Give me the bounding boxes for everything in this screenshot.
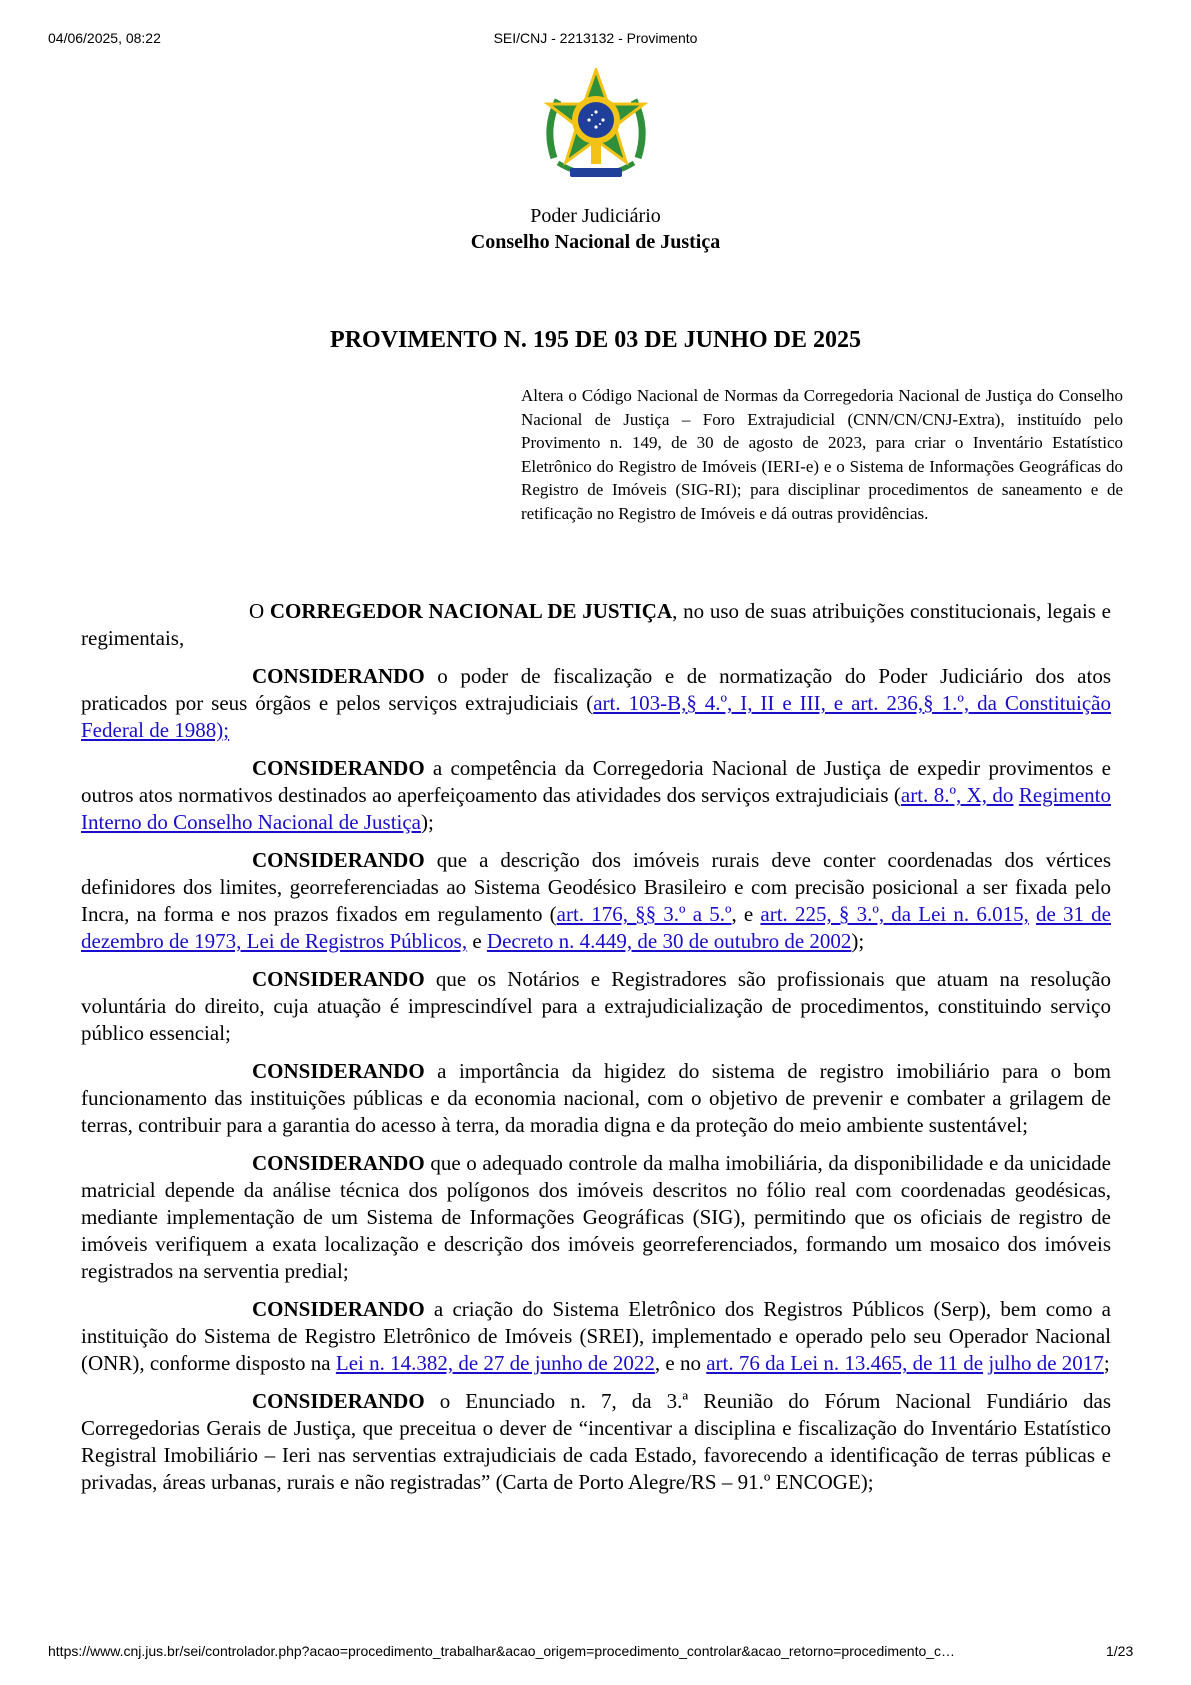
link-julho-2017[interactable]: julho de 2017 bbox=[988, 1351, 1104, 1375]
link-art-176[interactable]: art. 176, §§ 3.º a 5.º bbox=[556, 902, 732, 926]
print-document-reference: SEI/CNJ - 2213132 - Provimento bbox=[493, 30, 698, 46]
corregedor-heading: CORREGEDOR NACIONAL DE JUSTIÇA bbox=[269, 599, 673, 623]
link-lei-registros-publicos[interactable]: de 31 de dezembro de 1973, Lei de Registros Públicos, bbox=[81, 902, 1111, 953]
considerando-paragraph-6: CONSIDERANDO que o adequado controle da malha imobiliária, da disponibilidade e da unicidade matricial depende da análise técnica dos polígonos dos imóveis descritos no fólio real com coordenadas geodésicas, mediante implementação de um Sistema de Informações Geográficas (SIG), permitindo que os oficiais de registro de imóveis verifiquem a exata localização e descrição dos imóveis georreferenciados, formando um mosaico dos imóveis registrados na serventia predial; bbox=[81, 1151, 1111, 1283]
document-body bbox=[81, 598, 1111, 1507]
considerando-paragraph-1: CONSIDERANDO o poder de fiscalização e de normatização do Poder Judiciário dos atos praticados por seus órgãos e pelos serviços extrajudiciais (art. 103-B,§ 4.º, I, II e III, e art. 236,§ 1.º, da Constituição Federal de 1988); bbox=[81, 664, 1112, 742]
considerando-paragraph-3: CONSIDERANDO que a descrição dos imóveis rurais deve conter coordenadas dos vértices definidores dos limites, georreferenciadas ao Sistema Geodésico Brasileiro e com precisão posicional a ser fixada pelo Incra, na forma e nos prazos fixados em regulamento (art. 176, §§ 3.º a 5.º, e art. 225, § 3.º, da Lei n. 6.015, de 31 de dezembro de 1973, Lei de Registros Públicos, e Decreto n. 4.449, de 30 de outubro de 2002); bbox=[81, 848, 1111, 953]
emblem-sword-hilt bbox=[591, 142, 601, 164]
link-art-76-lei-13465[interactable]: art. 76 da Lei n. 13.465, de 11 de bbox=[706, 1351, 984, 1375]
page-number: 1/23 bbox=[1106, 1643, 1134, 1659]
brazil-coat-of-arms-icon bbox=[536, 68, 656, 192]
link-constituicao-art-103b[interactable]: art. 103-B,§ 4.º, I, II e III, e art. 236,§ 1.º, da Constituição Federal de 1988); bbox=[81, 691, 1112, 742]
emblem-ribbon bbox=[570, 168, 622, 177]
emblem-sky bbox=[578, 102, 614, 138]
document-title: PROVIMENTO N. 195 DE 03 DE JUNHO DE 2025 bbox=[330, 327, 861, 353]
preamble-paragraph: O CORREGEDOR NACIONAL DE JUSTIÇA, no uso de suas atribuições constitucionais, legais e regimentais, bbox=[81, 599, 1111, 650]
link-regimento-interno[interactable]: Regimento Interno do Conselho Nacional de Justiça bbox=[81, 783, 1111, 834]
link-lei-14382[interactable]: Lei n. 14.382, de 27 de junho de 2022 bbox=[335, 1351, 655, 1375]
considerando-paragraph-2: CONSIDERANDO a competência da Corregedoria Nacional de Justiça de expedir provimentos e outros atos normativos destinados ao aperfeiçoamento das atividades dos serviços extrajudiciais (art. 8.º, X, do Regimento Interno do Conselho Nacional de Justiça); bbox=[81, 756, 1111, 834]
link-decreto-4449[interactable]: Decreto n. 4.449, de 30 de outubro de 2002 bbox=[486, 929, 852, 953]
ementa-summary: Altera o Código Nacional de Normas da Corregedoria Nacional de Justiça do Conselho Nacional de Justiça – Foro Extrajudicial (CNN/CN/CNJ-Extra), instituído pelo Provimento n. 149, de 30 de agosto de 2023, para criar o Inventário Estatístico Eletrônico do Registro de Imóveis (IERI-e) e o Sistema de Informações Geográficas do Registro de Imóveis (SIG-RI); para disciplinar procedimentos de saneamento e de retificação no Registro de Imóveis e dá outras providências. bbox=[521, 386, 1123, 523]
considerando-paragraph-4: CONSIDERANDO que os Notários e Registradores são profissionais que atuam na resolução voluntária do direito, cuja atuação é imprescindível para a extrajudicialização de procedimentos, constituindo serviço público essencial; bbox=[81, 967, 1111, 1045]
link-art-225-lei-6015[interactable]: art. 225, § 3.º, da Lei n. 6.015, bbox=[760, 902, 1029, 926]
considerando-paragraph-7: CONSIDERANDO a criação do Sistema Eletrônico dos Registros Públicos (Serp), bem como a instituição do Sistema de Registro Eletrônico de Imóveis (SREI), implementado e operado pelo seu Operador Nacional (ONR), conforme disposto na Lei n. 14.382, de 27 de junho de 2022, e no art. 76 da Lei n. 13.465, de 11 de julho de 2017; bbox=[81, 1297, 1111, 1375]
considerando-paragraph-8: CONSIDERANDO o Enunciado n. 7, da 3.ª Reunião do Fórum Nacional Fundiário das Corregedorias Gerais de Justiça, que preceitua o dever de “incentivar a disciplina e fiscalização do Inventário Estatístico Registral Imobiliário – Ieri nas serventias extrajudiciais de cada Estado, favorecendo a identificação de terras públicas e privadas, áreas urbanas, rurais e não registradas” (Carta de Porto Alegre/RS – 91.º ENCOGE); bbox=[81, 1389, 1111, 1494]
print-datetime: 04/06/2025, 08:22 bbox=[48, 30, 161, 46]
link-art-8[interactable]: art. 8.º, X, do bbox=[900, 783, 1014, 807]
print-footer-url: https://www.cnj.jus.br/sei/controlador.php?acao=procedimento_trabalhar&acao_origem=procedimento_controlar&acao_retorno=procedimento_c… bbox=[48, 1643, 956, 1659]
considerando-paragraph-5: CONSIDERANDO a importância da higidez do sistema de registro imobiliário para o bom funcionamento das instituições públicas e da economia nacional, com o objetivo de prevenir e combater a grilagem de terras, contribuir para a garantia do acesso à terra, da moradia digna e da proteção do meio ambiente sustentável; bbox=[81, 1059, 1111, 1137]
organization-line-2: Conselho Nacional de Justiça bbox=[470, 231, 721, 253]
organization-line-1: Poder Judiciário bbox=[530, 205, 661, 227]
